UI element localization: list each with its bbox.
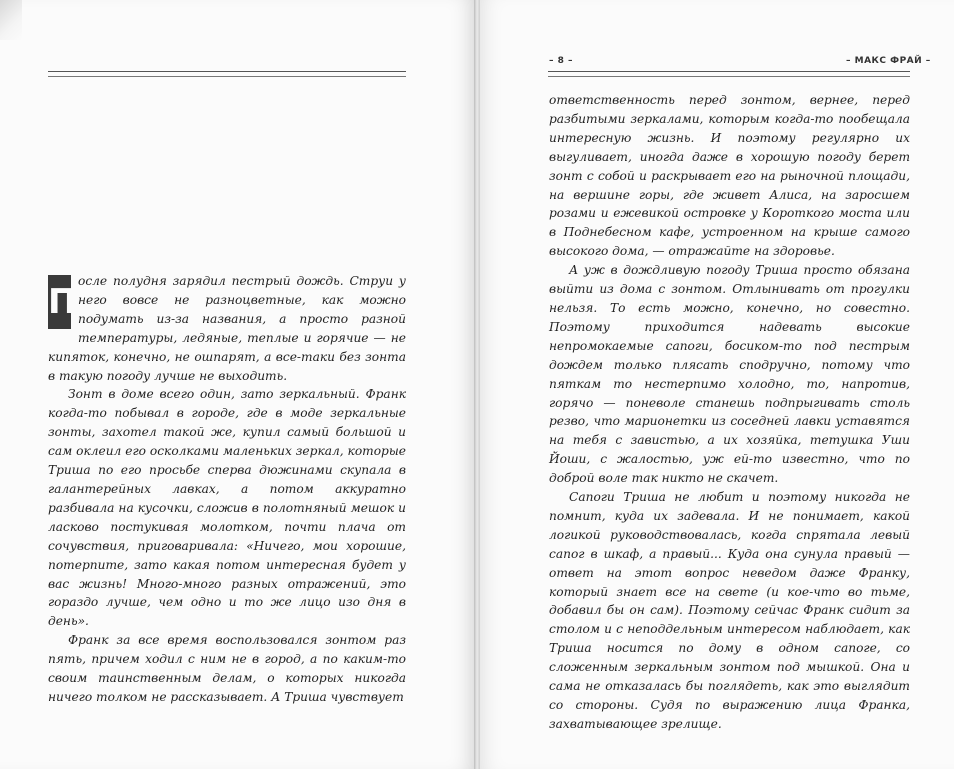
drop-cap: П bbox=[48, 275, 71, 329]
left-header-rule bbox=[48, 71, 406, 77]
paragraph: А уж в дождливую погоду Триша просто обязана выйти из дома с зонтом. Отлынивать от прогулки нельзя. То есть можно, конечно, но совестно. Поэтому приходится надевать высокие непромокаемые сапоги, босиком-то под пестрым дождем только плясать сподручно, потому что пяткам то нестерпимо холодно, то, напротив, горячо — поневоле станешь подпрыгивать столь резво, что марионетки из соседней лавки уставятся на тебя с завистью, а их хозяйка, тетушка Уши Йоши, с жалостью, уж ей-то известно, что по доброй воле так никто не скачет. bbox=[549, 263, 910, 486]
paragraph-text: осле полудня зарядил пестрый дождь. Струи у него вовсе не разноцветные, как можно подумать из-за названия, а просто разной температуры, ледяные, теплые и горячие — не кипяток, конечно, не ошпарят, а все-таки без зонта в такую погоду лучше не выходить. bbox=[48, 274, 406, 383]
paragraph: Сапоги Триша не любит и поэтому никогда не помнит, куда их задевала. И не понимает, какой логикой руководствовалась, когда спрятала левый сапог в шкаф, а правый... Куда она сунула правый — ответ на этот вопрос неведом даже Франку, который знает все на свете (и кое-что во тьме, добавил бы он сам). Поэтому сейчас Франк сидит за столом и с неподдельным интересом наблюдает, как Триша носится по дому в одном сапоге, со сложенным зеркальным зонтом под мышкой. Она и сама не отказалась бы поглядеть, как это выглядит со стороны. Судя по выражению лица Франка, захватывающее зрелище. bbox=[549, 490, 910, 731]
page-corner-curl bbox=[0, 0, 22, 40]
left-text-column bbox=[48, 272, 406, 707]
page-number: – 8 – bbox=[549, 56, 574, 66]
right-header-rule bbox=[548, 71, 910, 77]
paragraph: Франк за все время воспользовался зонтом раз пять, причем ходил с ним не в город, а по каким-то своим таинственным делам, о которых никогда ничего толком не рассказывает. А Триша чувствует bbox=[48, 633, 406, 704]
paragraph: Зонт в доме всего один, зато зеркальный. Франк когда-то побывал в городе, где в моде зеркальные зонты, захотел такой же, купил самый большой и сам оклеил его осколками маленьких зеркал, которые Триша по его просьбе сперва дюжинами скупала в галантерейных лавках, а потом аккуратно разбивала на кусочки, сложив в полотняный мешок и ласково постукивая молотком, почти плача от сочувствия, приговаривала: «Ничего, мои хорошие, потерпите, зато какая потом интересная будет у вас жизнь! Много-много разных отражений, это гораздо лучше, чем одно и то же лицо изо дня в день». bbox=[48, 387, 406, 629]
running-header-author: – МАКС ФРАЙ – bbox=[846, 56, 931, 66]
paragraph bbox=[48, 272, 406, 385]
book-gutter bbox=[474, 0, 480, 769]
right-text-column bbox=[549, 91, 910, 734]
paragraph: ответственность перед зонтом, вернее, перед разбитыми зеркалами, которым когда-то пообещала интересную жизнь. И поэтому регулярно их выгуливает, иногда даже в хорошую погоду берет зонт с собой и раскрывает его на рыночной площади, на вершине горы, где живет Алиса, на заросшем розами и ежевикой островке у Короткого моста или в Поднебесном кафе, устроенном на крыше самого высокого дома, — отражайте на здоровье. bbox=[549, 93, 910, 259]
